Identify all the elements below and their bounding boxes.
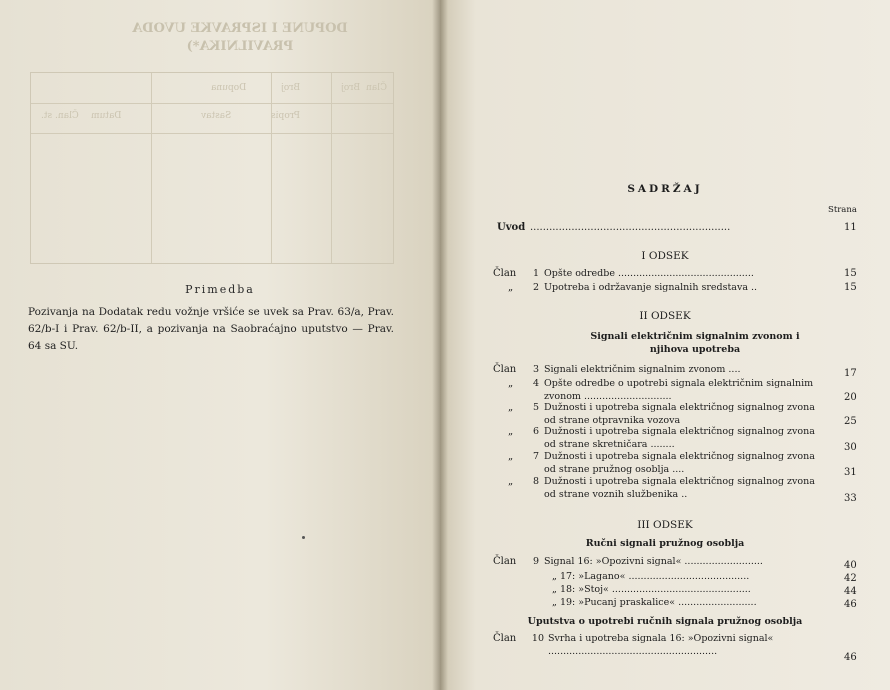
s1-e2-num: 2 bbox=[532, 282, 539, 293]
s2-e1-page: 17 bbox=[844, 368, 857, 379]
s2-e5-text: Dužnosti i upotreba signala električnog signalnog zvona od strane pružnog osoblja .... bbox=[544, 451, 815, 475]
section-1-heading: I ODSEK bbox=[641, 250, 689, 262]
s2-e1-label: Član bbox=[493, 364, 517, 375]
s2-e1-num: 3 bbox=[532, 364, 539, 375]
s1-e2-text: Upotreba i održavanje signalnih sredstava .. bbox=[544, 282, 758, 293]
s1-e1-num: 1 bbox=[532, 268, 539, 279]
section-2-heading: II ODSEK bbox=[639, 310, 691, 322]
s3-e4-page: 46 bbox=[844, 599, 857, 610]
print-speck bbox=[302, 536, 305, 539]
ghost-th-2: Dopuna bbox=[211, 83, 247, 93]
s4-e1-text: Svrha i upotreba signala 16: »Opozivni signal« ........................................................ bbox=[548, 633, 774, 657]
right-page bbox=[440, 0, 890, 690]
s2-e6-num: 8 bbox=[532, 476, 539, 487]
s2-e5-label: „ bbox=[508, 451, 514, 462]
uvod-label: Uvod bbox=[497, 222, 526, 233]
s2-e5-num: 7 bbox=[532, 451, 539, 462]
s2-e2-num: 4 bbox=[532, 378, 539, 389]
s3-e2-page: 42 bbox=[844, 573, 857, 584]
s2-e4-label: „ bbox=[508, 426, 514, 437]
s1-e1-page: 15 bbox=[844, 268, 857, 279]
ghost-th-4: Član bbox=[366, 83, 387, 93]
section-3-subheading: Ručni signali pružnog osoblja bbox=[585, 538, 745, 549]
s4-e1-num: 10 bbox=[531, 633, 544, 644]
s2-e1-text: Signali električnim signalnim zvonom .... bbox=[544, 364, 741, 375]
s3-e1-page: 40 bbox=[844, 560, 857, 571]
s2-e4-text: Dužnosti i upotreba signala električnog signalnog zvona od strane skretničara ........ bbox=[544, 426, 815, 450]
strana-label: Strana bbox=[828, 205, 857, 215]
s2-e4-num: 6 bbox=[532, 426, 539, 437]
s2-e3-num: 5 bbox=[532, 402, 539, 413]
ghost-th-3: Broj bbox=[341, 83, 361, 93]
s3-e4-text: „ 19: »Pucanj praskalice« .......................... bbox=[552, 597, 757, 608]
section-2-subheading: Signali električnim signalnim zvonom i njihova upotreba bbox=[590, 331, 800, 355]
ghost-header: DOPUNE I ISPRAVKE UVODA PRAVILNIKA*) bbox=[132, 21, 348, 54]
ghost-tr-1: Propis bbox=[271, 111, 301, 121]
ghost-tr-3: Datum bbox=[91, 111, 122, 121]
ghost-tr-2: Sastav bbox=[201, 111, 232, 121]
uvod-dots: ............................................................... bbox=[530, 222, 731, 233]
s1-e1-text: Opšte odredbe ............................................. bbox=[544, 268, 754, 279]
s2-e3-page: 25 bbox=[844, 416, 857, 427]
s2-e5-page: 31 bbox=[844, 467, 857, 478]
s2-e6-text: Dužnosti i upotreba signala električnog signalnog zvona od strane voznih službenika .. bbox=[544, 476, 815, 500]
s2-e2-page: 20 bbox=[844, 392, 857, 403]
s2-e2-label: „ bbox=[508, 378, 514, 389]
ghost-tr-4: Član. st. bbox=[41, 111, 79, 121]
s1-e1-label: Član bbox=[493, 268, 517, 279]
s2-e3-label: „ bbox=[508, 402, 514, 413]
s3-e1-label: Član bbox=[493, 556, 517, 567]
book-gutter bbox=[432, 0, 448, 690]
toc-title: SADRŽAJ bbox=[627, 183, 703, 195]
note-title: Primedba bbox=[185, 283, 255, 296]
ghost-th-1: Broj bbox=[281, 83, 301, 93]
uvod-page: 11 bbox=[844, 222, 857, 233]
ghost-table bbox=[30, 72, 394, 264]
s1-e2-page: 15 bbox=[844, 282, 857, 293]
note-body: Pozivanja na Dodatak redu vožnje vršiće se uvek sa Prav. 63/a, Prav. 62/b-I i Prav. 62/b-II, a pozivanja na Saobraćajno uputstvo — Prav. 64 sa SU. bbox=[28, 306, 394, 352]
s1-e2-label: „ bbox=[508, 282, 514, 293]
s2-e3-text: Dužnosti i upotreba signala električnog signalnog zvona od strane otpravnika vozova bbox=[544, 402, 815, 426]
section-3-heading: III ODSEK bbox=[637, 519, 693, 531]
s3-e3-page: 44 bbox=[844, 586, 857, 597]
s4-e1-label: Član bbox=[493, 633, 517, 644]
s3-e1-num: 9 bbox=[532, 556, 539, 567]
s2-e6-label: „ bbox=[508, 476, 514, 487]
s3-e2-text: „ 17: »Lagano« ........................................ bbox=[552, 571, 750, 582]
s2-e2-text: Opšte odredbe o upotrebi signala električnim signalnim zvonom ............................. bbox=[544, 378, 814, 402]
s4-e1-page: 46 bbox=[844, 652, 857, 663]
s2-e4-page: 30 bbox=[844, 442, 857, 453]
s2-e6-page: 33 bbox=[844, 493, 857, 504]
left-page bbox=[0, 0, 440, 690]
subsection-heading: Uputstva o upotrebi ručnih signala pružnog osoblja bbox=[527, 616, 803, 627]
s3-e3-text: „ 18: »Stoj« .............................................. bbox=[552, 584, 751, 595]
s3-e1-text: Signal 16: »Opozivni signal« .......................... bbox=[544, 556, 763, 567]
